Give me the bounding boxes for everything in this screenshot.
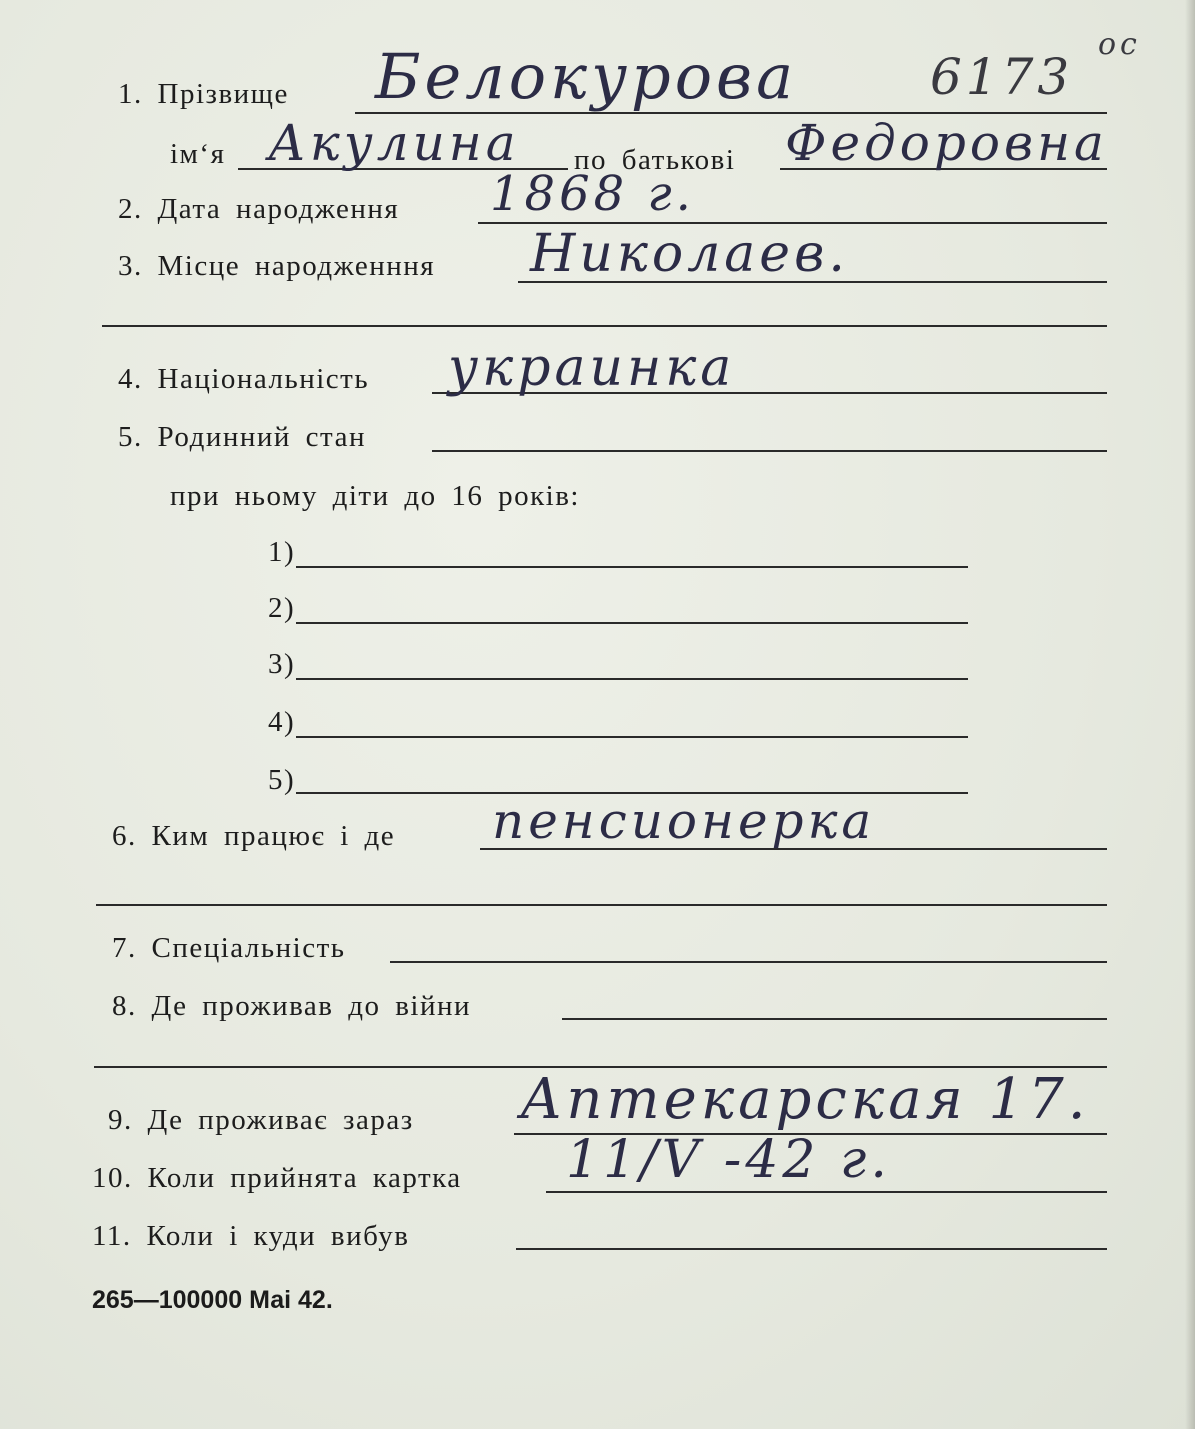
birth-place-extra-line: [102, 325, 1107, 327]
card-accepted-line: [546, 1191, 1107, 1193]
departure-number: 11.: [92, 1220, 132, 1252]
birth-date-label: [118, 195, 399, 224]
current-residence-value: Аптекарская 17.: [520, 1067, 1090, 1132]
birth-place-value: Николаев.: [530, 224, 849, 284]
prewar-residence-number: 8.: [112, 990, 137, 1022]
nationality-number: 4.: [118, 363, 143, 395]
children-label: при ньому діти до 16 років:: [170, 480, 580, 512]
child-3-line: [296, 678, 968, 680]
marital-status-line: [432, 450, 1107, 452]
birth-place-label: [118, 252, 435, 281]
specialty-line: [390, 961, 1107, 963]
nationality-value: украинка: [448, 338, 736, 398]
occupation-label: [112, 822, 395, 851]
first-name-label: ім‘я: [170, 138, 226, 170]
prewar-residence-line: [562, 1018, 1107, 1020]
nationality-label-text: Національність: [157, 363, 370, 395]
registry-number: 6173: [930, 48, 1074, 106]
marital-status-label-text: Родинний стан: [157, 421, 366, 453]
card-accepted-number: 10.: [92, 1162, 133, 1194]
patronymic-label: по батькові: [574, 144, 736, 176]
child-3-label: 3): [268, 648, 296, 680]
child-4-label: 4): [268, 706, 296, 738]
occupation-value: пенсионерка: [492, 792, 876, 850]
birth-date-value: 1868 г.: [490, 166, 695, 222]
card-accepted-value: 11/V -42 г.: [566, 1130, 891, 1190]
departure-label: [92, 1222, 409, 1251]
print-code: 265—100000 Маі 42.: [92, 1286, 333, 1314]
child-2-label: 2): [268, 592, 296, 624]
birth-date-number: 2.: [118, 193, 143, 225]
departure-label-text: Коли і куди вибув: [146, 1220, 410, 1252]
marital-status-number: 5.: [118, 421, 143, 453]
surname-label-text: Прізвище: [157, 78, 289, 110]
marital-status-label: [118, 423, 366, 452]
current-residence-number: 9.: [108, 1104, 133, 1136]
birth-place-number: 3.: [118, 250, 143, 282]
departure-line: [516, 1248, 1107, 1250]
prewar-residence-label-text: Де проживав до війни: [151, 990, 472, 1022]
birth-date-label-text: Дата народження: [157, 193, 400, 225]
nationality-label: [118, 365, 369, 394]
specialty-number: 7.: [112, 932, 137, 964]
patronymic-value: Федоровна: [785, 114, 1108, 172]
prewar-residence-label: [112, 992, 471, 1021]
child-1-line: [296, 566, 968, 568]
child-4-line: [296, 736, 968, 738]
child-2-line: [296, 622, 968, 624]
current-residence-label: [108, 1106, 414, 1135]
specialty-label: [112, 934, 345, 963]
birth-place-label-text: Місце народженння: [157, 250, 436, 282]
card-accepted-label-text: Коли прийнята картка: [147, 1162, 462, 1194]
current-residence-label-text: Де проживає зараз: [147, 1104, 414, 1136]
child-5-label: 5): [268, 764, 296, 796]
occupation-extra-line: [96, 904, 1107, 906]
registry-number-suffix: ос: [1098, 27, 1141, 62]
first-name-value: Акулина: [268, 114, 520, 172]
child-1-label: 1): [268, 536, 296, 568]
surname-label: [118, 80, 289, 109]
surname-value: Белокурова: [375, 40, 798, 113]
surname-number: 1.: [118, 78, 143, 110]
occupation-number: 6.: [112, 820, 137, 852]
specialty-label-text: Спеціальність: [151, 932, 346, 964]
occupation-label-text: Ким працює і де: [151, 820, 396, 852]
card-accepted-label: [92, 1164, 462, 1193]
